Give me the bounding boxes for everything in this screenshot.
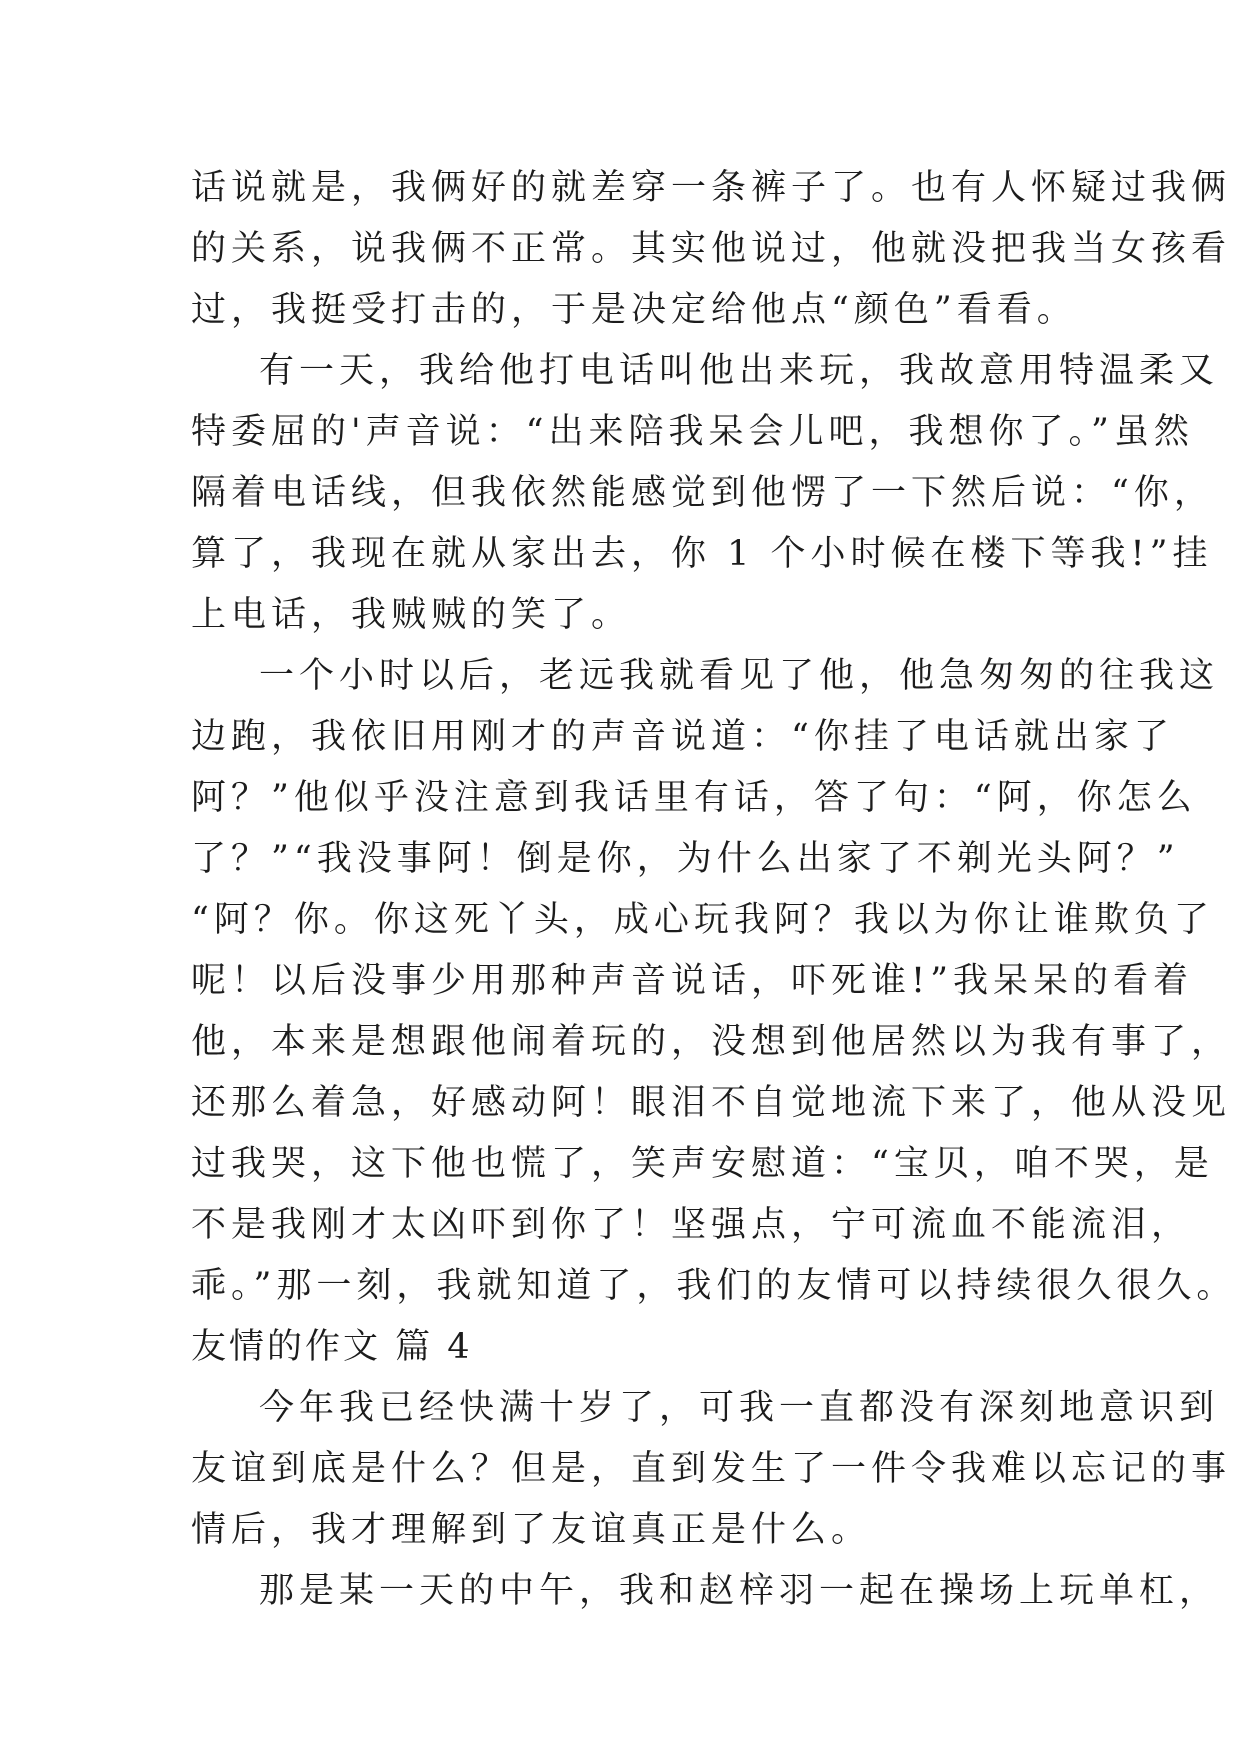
text-line: “阿？你。你这死丫头，成心玩我阿？我以为你让谁欺负了	[191, 900, 1214, 940]
section-heading: 友情的作文 篇 4	[191, 1327, 473, 1367]
text-line: 过我哭，这下他也慌了，笑声安慰道：“宝贝，咱不哭，是	[191, 1144, 1214, 1184]
paragraph-start-line: 一个小时以后，老远我就看见了他，他急匆匆的往我这	[259, 656, 1220, 696]
text-line: 边跑，我依旧用刚才的声音说道：“你挂了电话就出家了	[191, 717, 1174, 757]
text-line: 乖。”那一刻，我就知道了，我们的友情可以持续很久很久。	[191, 1266, 1237, 1306]
text-line: 上电话，我贼贼的笑了。	[191, 595, 632, 635]
document-body	[191, 158, 1237, 1622]
text-line: 友谊到底是什么？但是，直到发生了一件令我难以忘记的事	[191, 1449, 1232, 1489]
paragraph-start-line: 有一天，我给他打电话叫他出来玩，我故意用特温柔又	[259, 351, 1220, 391]
text-line: 的关系，说我俩不正常。其实他说过，他就没把我当女孩看	[191, 229, 1232, 269]
paragraph-start-line: 今年我已经快满十岁了，可我一直都没有深刻地意识到	[259, 1388, 1220, 1428]
text-line: 了？”“我没事阿！倒是你，为什么出家了不剃光头阿？”	[191, 839, 1180, 879]
text-line: 他，本来是想跟他闹着玩的，没想到他居然以为我有事了，	[191, 1022, 1232, 1062]
text-line: 算了，我现在就从家出去，你 1 个小时候在楼下等我!”挂	[191, 534, 1213, 574]
text-line: 呢！以后没事少用那种声音说话，吓死谁!”我呆呆的看着	[191, 961, 1193, 1001]
text-line: 特委屈的'声音说：“出来陪我呆会儿吧，我想你了。”虽然	[191, 412, 1194, 452]
text-line: 不是我刚才太凶吓到你了！坚强点，宁可流血不能流泪，	[191, 1205, 1192, 1245]
paragraph-start-line: 那是某一天的中午，我和赵梓羽一起在操场上玩单杠，	[259, 1571, 1220, 1611]
text-line: 过，我挺受打击的，于是决定给他点“颜色”看看。	[191, 290, 1077, 330]
text-line: 情后，我才理解到了友谊真正是什么。	[191, 1510, 872, 1550]
text-line: 还那么着急，好感动阿！眼泪不自觉地流下来了，他从没见	[191, 1083, 1232, 1123]
text-line: 隔着电话线，但我依然能感觉到他愣了一下然后说：“你，	[191, 473, 1214, 513]
text-line: 话说就是，我俩好的就差穿一条裤子了。也有人怀疑过我俩	[191, 168, 1232, 208]
text-line: 阿？”他似乎没注意到我话里有话，答了句：“阿，你怎么	[191, 778, 1197, 818]
